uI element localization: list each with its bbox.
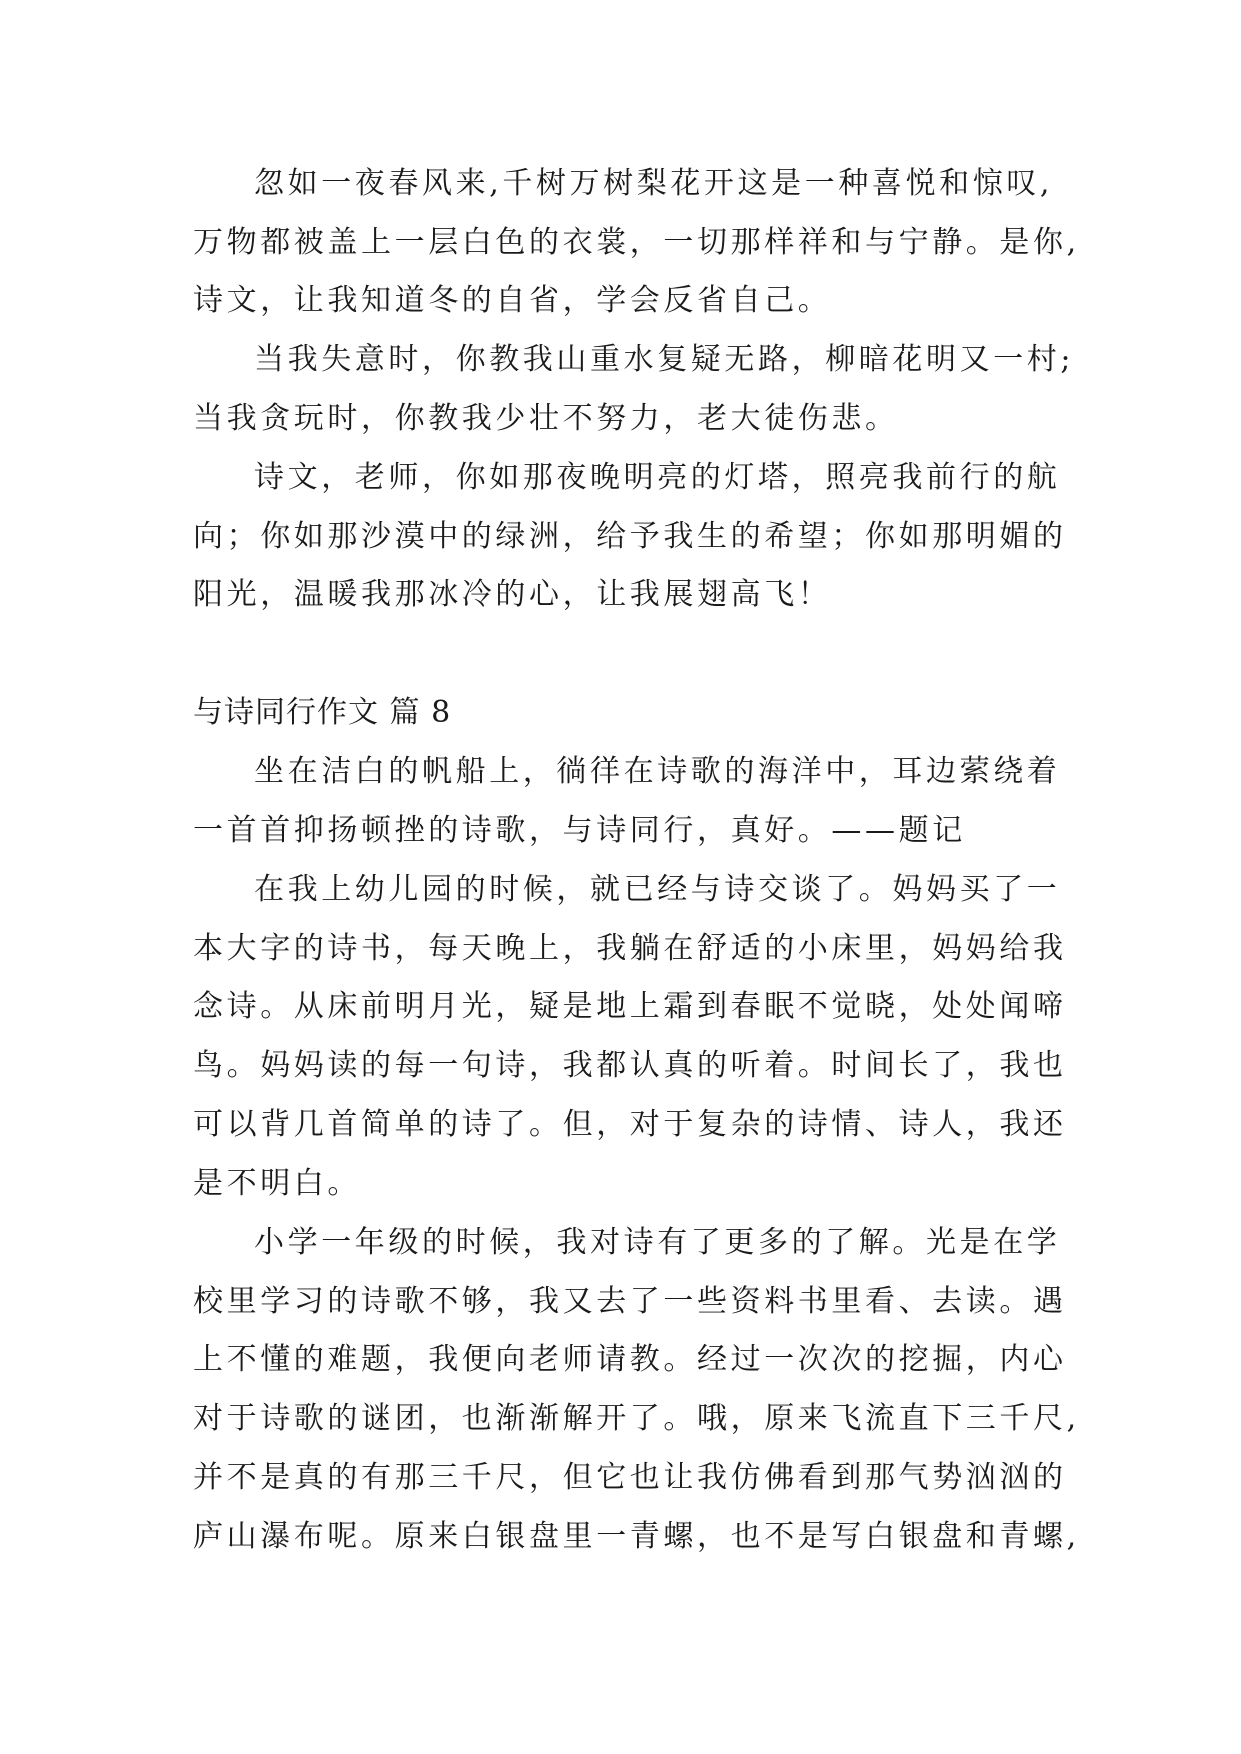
paragraph-line: 当我贪玩时，你教我少壮不努力，老大徒伤悲。	[193, 401, 899, 436]
section-heading: 与诗同行作文 篇 8	[193, 695, 452, 730]
paragraph-line: 忽如一夜春风来,千树万树梨花开这是一种喜悦和惊叹,	[254, 166, 1054, 201]
paragraph-line: 坐在洁白的帆船上，徜徉在诗歌的海洋中，耳边萦绕着	[254, 754, 1061, 789]
paragraph-line: 庐山瀑布呢。原来白银盘里一青螺，也不是写白银盘和青螺,	[193, 1519, 1080, 1554]
paragraph-line: 向；你如那沙漠中的绿洲，给予我生的希望；你如那明媚的	[193, 519, 1067, 554]
paragraph-line: 阳光，温暖我那冰冷的心，让我展翅高飞！	[193, 577, 832, 612]
paragraph-line: 诗文，让我知道冬的自省，学会反省自己。	[193, 283, 832, 318]
paragraph-line: 念诗。从床前明月光，疑是地上霜到春眠不觉晓，处处闻啼	[193, 989, 1067, 1024]
paragraph-line: 对于诗歌的谜团，也渐渐解开了。哦，原来飞流直下三千尺,	[193, 1401, 1080, 1436]
paragraph-line: 是不明白。	[193, 1166, 361, 1201]
paragraph-line: 一首首抑扬顿挫的诗歌，与诗同行，真好。——题记	[193, 813, 966, 848]
paragraph-line: 在我上幼儿园的时候，就已经与诗交谈了。妈妈买了一	[254, 872, 1061, 907]
paragraph-line: 本大字的诗书，每天晚上，我躺在舒适的小床里，妈妈给我	[193, 931, 1067, 966]
paragraph-line: 校里学习的诗歌不够，我又去了一些资料书里看、去读。遇	[193, 1284, 1067, 1319]
paragraph-line: 并不是真的有那三千尺，但它也让我仿佛看到那气势汹汹的	[193, 1460, 1067, 1495]
paragraph-line: 万物都被盖上一层白色的衣裳，一切那样祥和与宁静。是你,	[193, 225, 1080, 260]
paragraph-line: 诗文，老师，你如那夜晚明亮的灯塔，照亮我前行的航	[254, 460, 1061, 495]
paragraph-line: 上不懂的难题，我便向老师请教。经过一次次的挖掘，内心	[193, 1342, 1067, 1377]
paragraph-line: 小学一年级的时候，我对诗有了更多的了解。光是在学	[254, 1225, 1061, 1260]
paragraph-line: 鸟。妈妈读的每一句诗，我都认真的听着。时间长了，我也	[193, 1048, 1067, 1083]
paragraph-line: 当我失意时，你教我山重水复疑无路，柳暗花明又一村;	[254, 342, 1075, 377]
paragraph-line: 可以背几首简单的诗了。但，对于复杂的诗情、诗人，我还	[193, 1107, 1067, 1142]
